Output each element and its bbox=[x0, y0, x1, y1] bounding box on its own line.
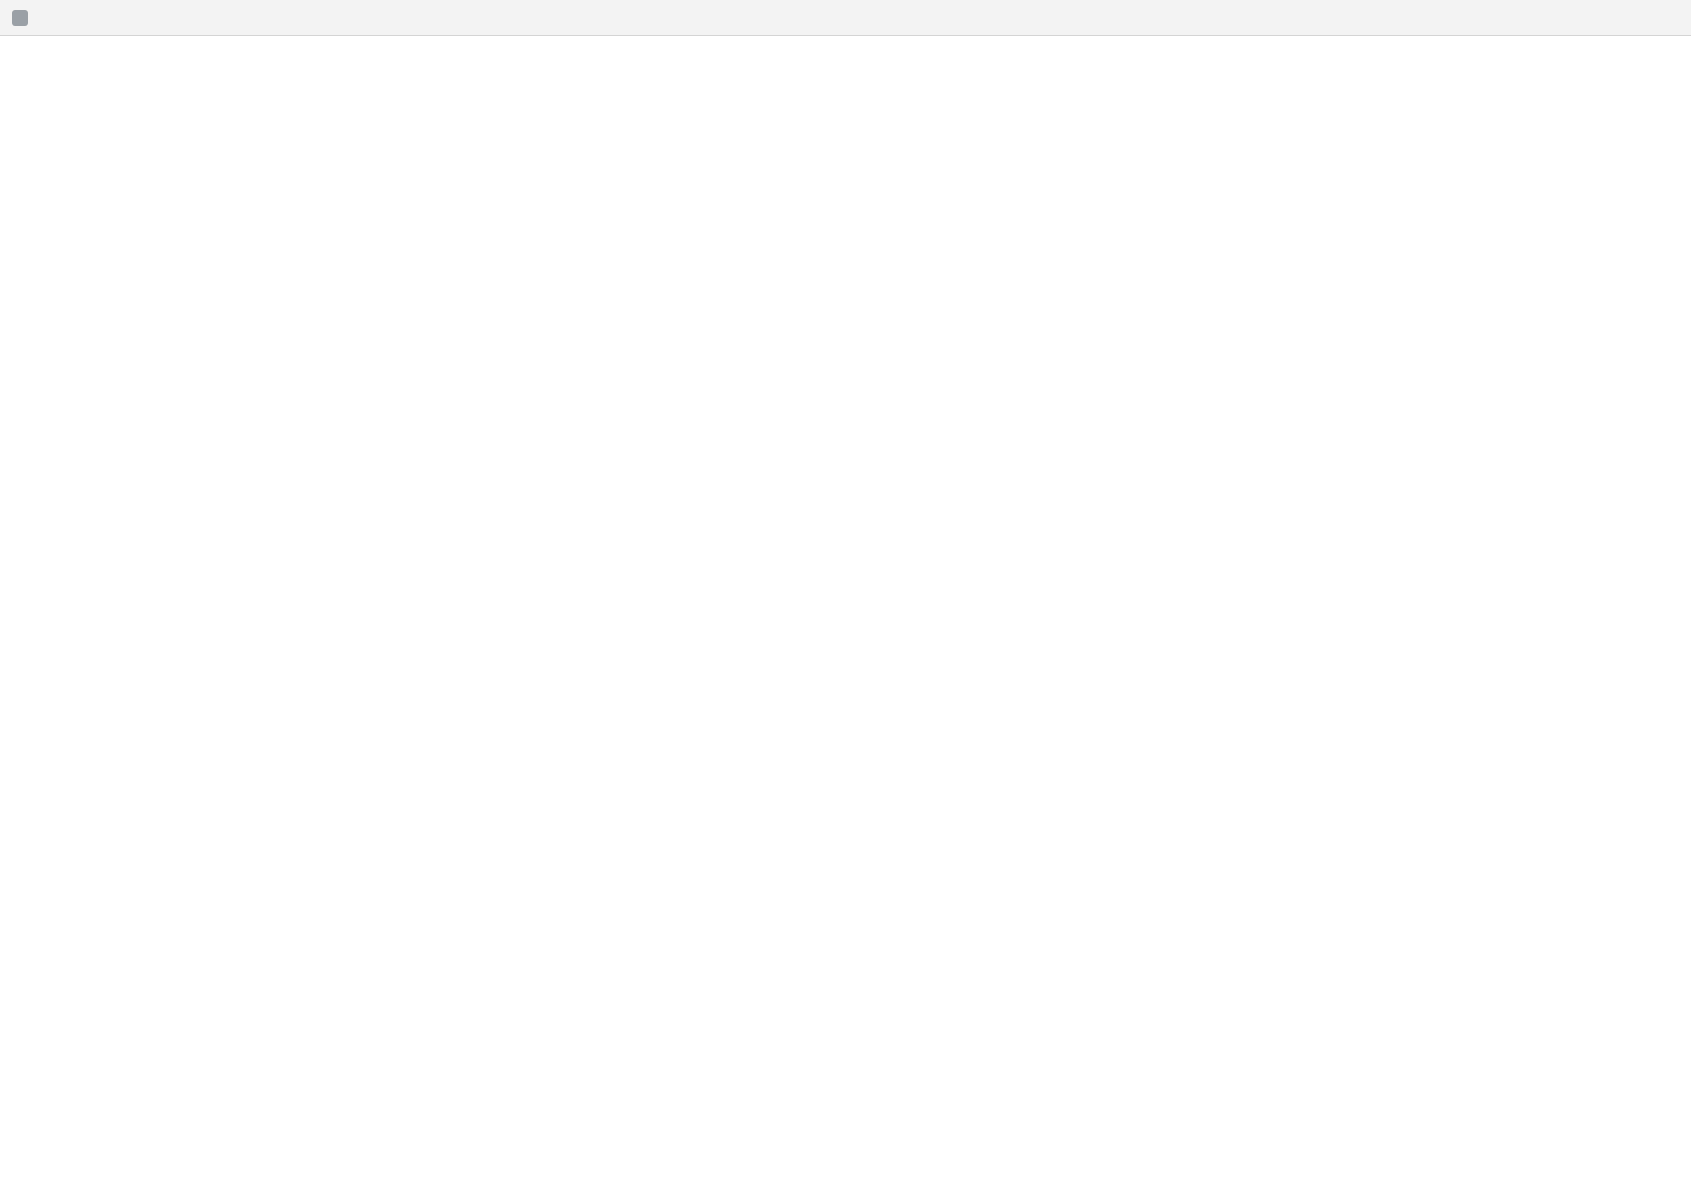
title-bar bbox=[0, 0, 1691, 36]
app-icon bbox=[12, 10, 28, 26]
main-content bbox=[0, 36, 1691, 1200]
